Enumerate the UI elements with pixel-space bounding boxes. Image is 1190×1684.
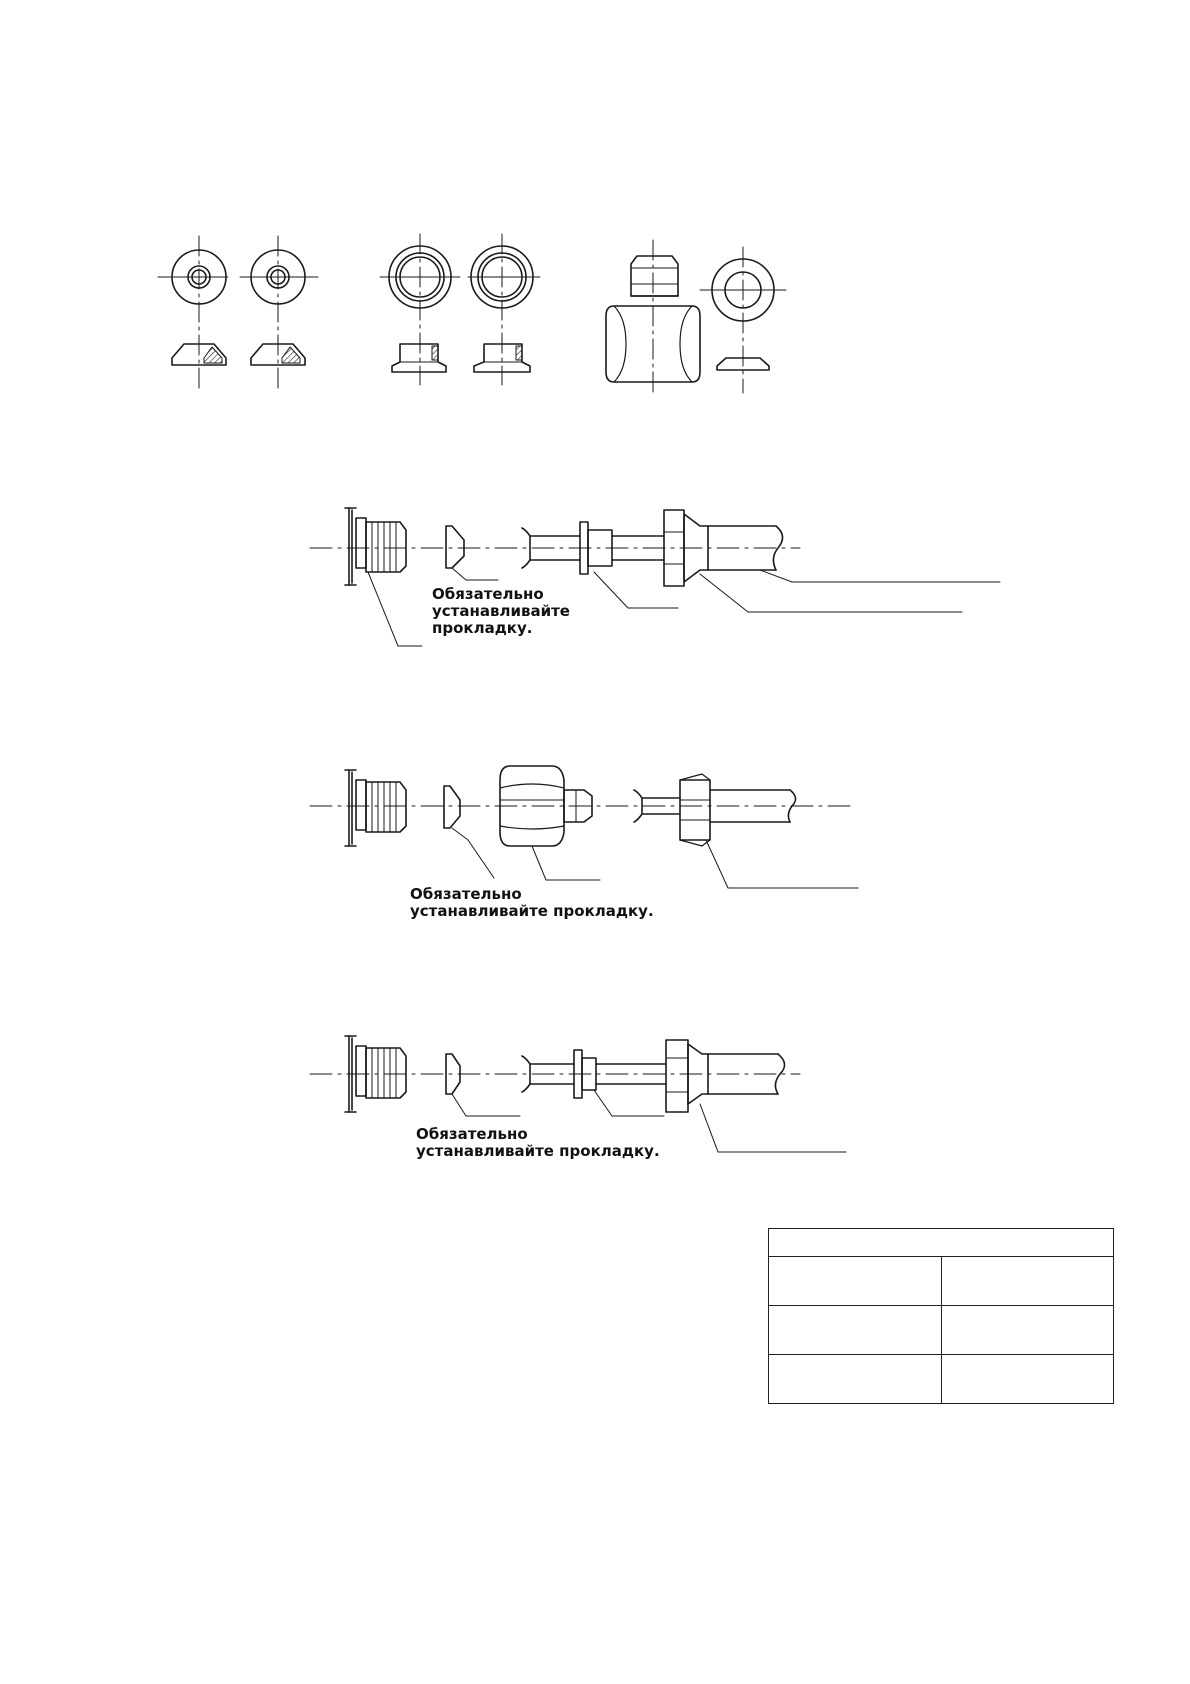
table-cell (942, 1306, 1114, 1355)
gasket-note-3-line-1: Обязательно (416, 1125, 528, 1143)
gasket-note-1-line-1: Обязательно (432, 585, 544, 603)
washer-part-1 (380, 234, 460, 385)
table-row (769, 1306, 1114, 1355)
gasket-note-2-line-2: устанавливайте прокладку. (410, 902, 654, 920)
assembly-2 (310, 766, 858, 888)
gasket-part-2 (240, 236, 318, 390)
spec-table (768, 1228, 1114, 1404)
gasket-note-1-line-3: прокладку. (432, 619, 533, 637)
table-row (769, 1355, 1114, 1404)
assembly-1 (310, 508, 1000, 646)
gasket-part-1 (158, 236, 228, 390)
adapter-nut-part (606, 240, 700, 392)
table-cell (769, 1355, 942, 1404)
flat-washer-part (700, 247, 786, 393)
table-row (769, 1257, 1114, 1306)
table-cell (942, 1257, 1114, 1306)
table-cell (769, 1306, 942, 1355)
gasket-note-2-line-1: Обязательно (410, 885, 522, 903)
table-cell (942, 1355, 1114, 1404)
gasket-note-1 (432, 586, 570, 637)
washer-part-2 (468, 234, 540, 385)
table-cell (769, 1257, 942, 1306)
gasket-note-2 (410, 886, 654, 920)
table-header-row (769, 1229, 1114, 1257)
gasket-note-1-line-2: устанавливайте (432, 602, 570, 620)
table-header-cell (769, 1229, 1114, 1257)
gasket-note-3-line-2: устанавливайте прокладку. (416, 1142, 660, 1160)
gasket-note-3 (416, 1126, 660, 1160)
